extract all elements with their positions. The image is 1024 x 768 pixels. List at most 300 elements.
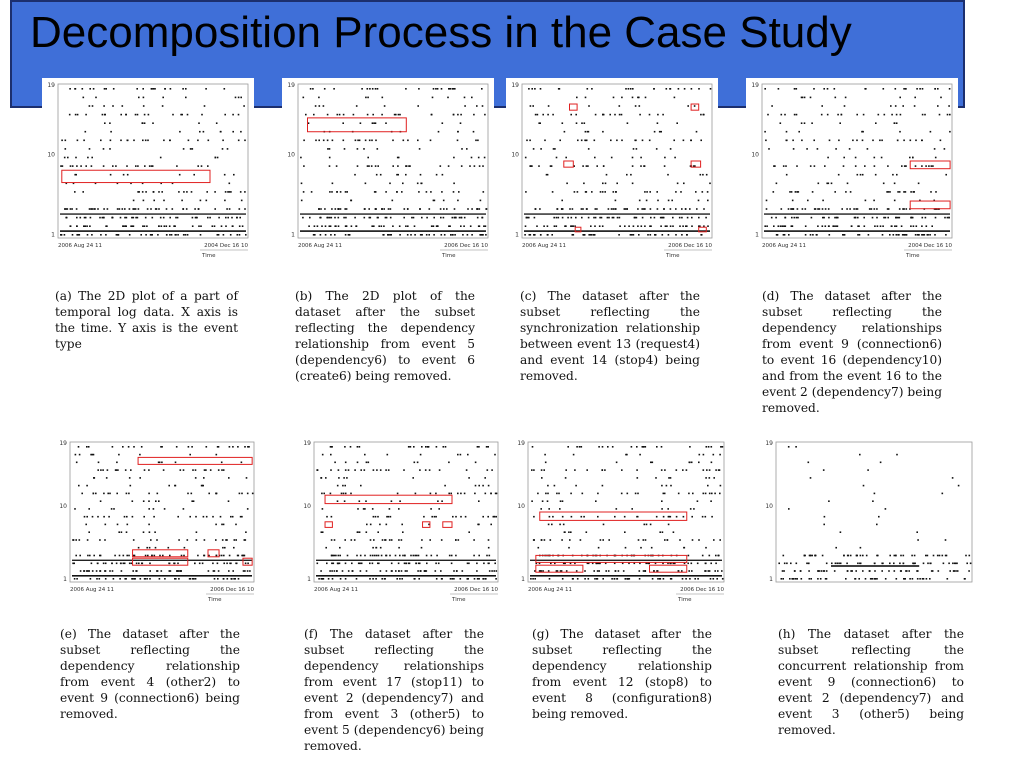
data-point [649, 191, 651, 193]
data-point [488, 563, 490, 565]
data-point [565, 469, 567, 471]
data-point [238, 578, 240, 580]
data-point [433, 217, 435, 219]
data-point [784, 563, 786, 565]
data-point [607, 446, 609, 448]
data-point [201, 114, 203, 116]
data-point [221, 524, 223, 526]
data-point [796, 217, 798, 219]
data-point [584, 570, 586, 572]
x-start-label: 2006 Aug 24 11 [70, 587, 114, 593]
data-point [229, 191, 231, 193]
data-point [808, 570, 810, 572]
data-point [123, 555, 125, 557]
data-point [602, 191, 604, 193]
data-point [781, 578, 783, 580]
data-point [89, 225, 91, 227]
data-point [868, 234, 870, 236]
data-point [462, 234, 464, 236]
data-point [484, 157, 486, 159]
data-point [120, 140, 122, 142]
data-point [966, 563, 968, 565]
data-point [909, 157, 911, 159]
data-point [330, 446, 332, 448]
data-point [810, 165, 812, 167]
data-point [681, 570, 683, 572]
data-point [895, 555, 897, 557]
data-point [815, 555, 817, 557]
data-point [120, 563, 122, 565]
data-point [875, 174, 877, 176]
data-point [105, 225, 107, 227]
data-point [602, 225, 604, 227]
data-point [105, 88, 107, 90]
data-point [361, 563, 363, 565]
data-point [947, 217, 949, 219]
data-point [903, 578, 905, 580]
data-point [325, 547, 327, 549]
data-point [208, 140, 210, 142]
data-point [209, 217, 211, 219]
data-point [164, 225, 166, 227]
data-point [247, 563, 249, 565]
data-point [190, 148, 192, 150]
data-point [95, 493, 97, 495]
data-point [682, 578, 684, 580]
data-point [148, 114, 150, 116]
data-point [192, 217, 194, 219]
data-point [549, 516, 551, 518]
data-point [903, 563, 905, 565]
data-point [332, 183, 334, 185]
data-point [945, 555, 947, 557]
data-point [551, 524, 553, 526]
data-point [940, 140, 942, 142]
data-point [375, 208, 377, 210]
data-point [142, 225, 144, 227]
highlight-box [536, 555, 687, 562]
data-point [443, 200, 445, 202]
data-point [151, 165, 153, 167]
data-point [142, 191, 144, 193]
data-point [327, 148, 329, 150]
x-axis-label: Time [906, 253, 920, 259]
data-point [847, 183, 849, 185]
data-point [467, 563, 469, 565]
data-point [595, 114, 597, 116]
data-point [369, 88, 371, 90]
data-point [357, 531, 359, 533]
data-point [910, 225, 912, 227]
data-point [177, 217, 179, 219]
data-point [367, 165, 369, 167]
data-point [387, 234, 389, 236]
data-point [359, 140, 361, 142]
data-point [624, 225, 626, 227]
data-point [665, 225, 667, 227]
data-point [226, 563, 228, 565]
data-point [766, 208, 768, 210]
data-point [318, 208, 320, 210]
data-point [353, 114, 355, 116]
data-point [226, 208, 228, 210]
data-point [710, 88, 712, 90]
data-point [485, 225, 487, 227]
data-point [318, 97, 320, 99]
data-point [153, 191, 155, 193]
data-point [528, 88, 530, 90]
data-point [896, 114, 898, 116]
data-point [869, 208, 871, 210]
data-point [106, 477, 108, 479]
data-point [478, 555, 480, 557]
data-point [238, 114, 240, 116]
data-point [710, 500, 712, 502]
data-point [357, 462, 359, 464]
data-point [187, 114, 189, 116]
data-point [435, 570, 437, 572]
data-point [866, 555, 868, 557]
data-point [843, 157, 845, 159]
data-point [421, 217, 423, 219]
data-point [217, 157, 219, 159]
data-point [452, 88, 454, 90]
data-point [610, 140, 612, 142]
data-point [203, 516, 205, 518]
data-point [417, 570, 419, 572]
data-point [880, 462, 882, 464]
data-point [821, 570, 823, 572]
data-point [531, 88, 533, 90]
data-point [786, 563, 788, 565]
data-point [148, 493, 150, 495]
data-point [896, 234, 898, 236]
data-point [419, 148, 421, 150]
data-point [420, 234, 422, 236]
data-point [191, 493, 193, 495]
data-point [698, 462, 700, 464]
data-point [321, 493, 323, 495]
data-point [182, 88, 184, 90]
data-point [949, 88, 951, 90]
data-point [403, 217, 405, 219]
data-point [162, 97, 164, 99]
data-point [343, 493, 345, 495]
data-point [559, 140, 561, 142]
data-point [686, 234, 688, 236]
data-point [99, 570, 101, 572]
data-point [636, 446, 638, 448]
data-point [62, 165, 64, 167]
data-point [666, 485, 668, 487]
data-point [384, 105, 386, 107]
data-point [452, 217, 454, 219]
data-point [395, 555, 397, 557]
data-point [331, 539, 333, 541]
data-point [581, 208, 583, 210]
data-point [366, 570, 368, 572]
data-point [407, 140, 409, 142]
data-point [453, 191, 455, 193]
data-point [368, 208, 370, 210]
data-point [360, 122, 362, 124]
y-tick-label: 1 [769, 575, 773, 583]
data-point [345, 469, 347, 471]
data-point [385, 555, 387, 557]
data-point [356, 555, 358, 557]
data-point [626, 208, 628, 210]
data-point [92, 516, 94, 518]
data-point [893, 563, 895, 565]
data-point [654, 217, 656, 219]
data-point [241, 462, 243, 464]
data-point [855, 570, 857, 572]
data-point [145, 217, 147, 219]
data-point [453, 183, 455, 185]
data-point [534, 217, 536, 219]
data-point [471, 234, 473, 236]
data-point [575, 114, 577, 116]
data-point [67, 208, 69, 210]
data-point [153, 88, 155, 90]
data-point [396, 191, 398, 193]
y-tick-label: 1 [521, 575, 525, 583]
data-point [691, 225, 693, 227]
data-point [562, 578, 564, 580]
data-point [337, 500, 339, 502]
data-point [436, 578, 438, 580]
data-point [76, 217, 78, 219]
data-point [425, 469, 427, 471]
data-point [952, 563, 954, 565]
data-point [329, 157, 331, 159]
data-point [220, 516, 222, 518]
data-point [478, 578, 480, 580]
data-point [104, 539, 106, 541]
data-point [93, 493, 95, 495]
data-point [922, 578, 924, 580]
data-point [399, 114, 401, 116]
data-point [811, 122, 813, 124]
data-point [932, 165, 934, 167]
data-point [217, 446, 219, 448]
data-point [881, 140, 883, 142]
data-point [372, 508, 374, 510]
data-point [83, 570, 85, 572]
data-point [369, 563, 371, 565]
data-point [407, 225, 409, 227]
data-point [645, 570, 647, 572]
data-point [231, 578, 233, 580]
data-point [455, 217, 457, 219]
data-point [160, 217, 162, 219]
data-point [104, 122, 106, 124]
data-point [404, 563, 406, 565]
data-point [136, 563, 138, 565]
data-point [698, 88, 700, 90]
data-point [468, 477, 470, 479]
data-point [181, 555, 183, 557]
data-point [392, 165, 394, 167]
data-point [543, 469, 545, 471]
data-point [204, 105, 206, 107]
data-point [810, 477, 812, 479]
plot-frame [58, 84, 248, 238]
data-point [850, 555, 852, 557]
data-point [449, 555, 451, 557]
data-point [828, 208, 830, 210]
data-point [76, 208, 78, 210]
data-point [572, 225, 574, 227]
data-point [474, 493, 476, 495]
data-point [926, 225, 928, 227]
data-point [354, 174, 356, 176]
data-point [351, 225, 353, 227]
data-point [361, 88, 363, 90]
data-point [244, 140, 246, 142]
data-point [794, 114, 796, 116]
data-point [149, 578, 151, 580]
data-point [905, 191, 907, 193]
data-point [570, 531, 572, 533]
dense-row [60, 230, 246, 232]
data-point [202, 563, 204, 565]
data-point [910, 140, 912, 142]
data-point [479, 208, 481, 210]
data-point [336, 165, 338, 167]
data-point [872, 500, 874, 502]
data-point [402, 531, 404, 533]
data-point [371, 225, 373, 227]
data-point [596, 165, 598, 167]
data-point [83, 225, 85, 227]
data-point [218, 570, 220, 572]
data-point [205, 469, 207, 471]
data-point [906, 570, 908, 572]
data-point [322, 454, 324, 456]
data-point [896, 122, 898, 124]
data-point [174, 485, 176, 487]
data-point [457, 493, 459, 495]
data-point [123, 174, 125, 176]
y-tick-label: 10 [517, 503, 525, 510]
data-point [415, 493, 417, 495]
data-point [618, 234, 620, 236]
data-point [460, 122, 462, 124]
data-point [806, 148, 808, 150]
data-point [320, 477, 322, 479]
data-point [64, 234, 66, 236]
data-point [694, 578, 696, 580]
data-point [431, 516, 433, 518]
data-point [624, 516, 626, 518]
data-point [949, 570, 951, 572]
data-point [618, 570, 620, 572]
data-point [104, 114, 106, 116]
data-point [792, 208, 794, 210]
plot-canvas [511, 82, 712, 259]
data-point [927, 234, 929, 236]
data-point [83, 97, 85, 99]
data-point [145, 191, 147, 193]
data-point [801, 578, 803, 580]
data-point [608, 217, 610, 219]
data-point [143, 516, 145, 518]
data-point [670, 516, 672, 518]
data-point [435, 493, 437, 495]
data-point [476, 208, 478, 210]
data-point [332, 140, 334, 142]
data-point [889, 191, 891, 193]
data-point [191, 191, 193, 193]
data-point [550, 539, 552, 541]
data-point [158, 225, 160, 227]
data-point [476, 570, 478, 572]
data-point [356, 578, 358, 580]
data-point [576, 97, 578, 99]
data-point [405, 563, 407, 565]
data-point [478, 485, 480, 487]
data-point [431, 555, 433, 557]
data-point [810, 97, 812, 99]
data-point [640, 157, 642, 159]
data-point [170, 570, 172, 572]
data-point [453, 157, 455, 159]
data-point [482, 516, 484, 518]
data-point [562, 122, 564, 124]
data-point [805, 234, 807, 236]
data-point [675, 208, 677, 210]
data-point [158, 208, 160, 210]
y-tick-label: 19 [765, 440, 773, 447]
data-point [889, 234, 891, 236]
data-point [636, 516, 638, 518]
data-point [628, 225, 630, 227]
data-point [192, 469, 194, 471]
data-point [594, 140, 596, 142]
data-point [931, 165, 933, 167]
data-point [591, 234, 593, 236]
data-point [382, 539, 384, 541]
data-point [123, 563, 125, 565]
y-tick-label: 19 [517, 440, 525, 447]
data-point [531, 500, 533, 502]
data-point [223, 578, 225, 580]
data-point [558, 217, 560, 219]
data-point [350, 493, 352, 495]
data-point [949, 114, 951, 116]
data-point [912, 217, 914, 219]
data-point [135, 165, 137, 167]
data-point [706, 174, 708, 176]
data-point [475, 485, 477, 487]
data-point [457, 200, 459, 202]
data-point [143, 200, 145, 202]
data-point [788, 208, 790, 210]
data-point [874, 493, 876, 495]
data-point [837, 217, 839, 219]
data-point [417, 183, 419, 185]
data-point [138, 563, 140, 565]
data-point [791, 578, 793, 580]
data-point [107, 493, 109, 495]
data-point [872, 578, 874, 580]
plot-canvas [59, 440, 254, 603]
data-point [569, 208, 571, 210]
data-point [458, 191, 460, 193]
data-point [794, 88, 796, 90]
data-point [553, 217, 555, 219]
